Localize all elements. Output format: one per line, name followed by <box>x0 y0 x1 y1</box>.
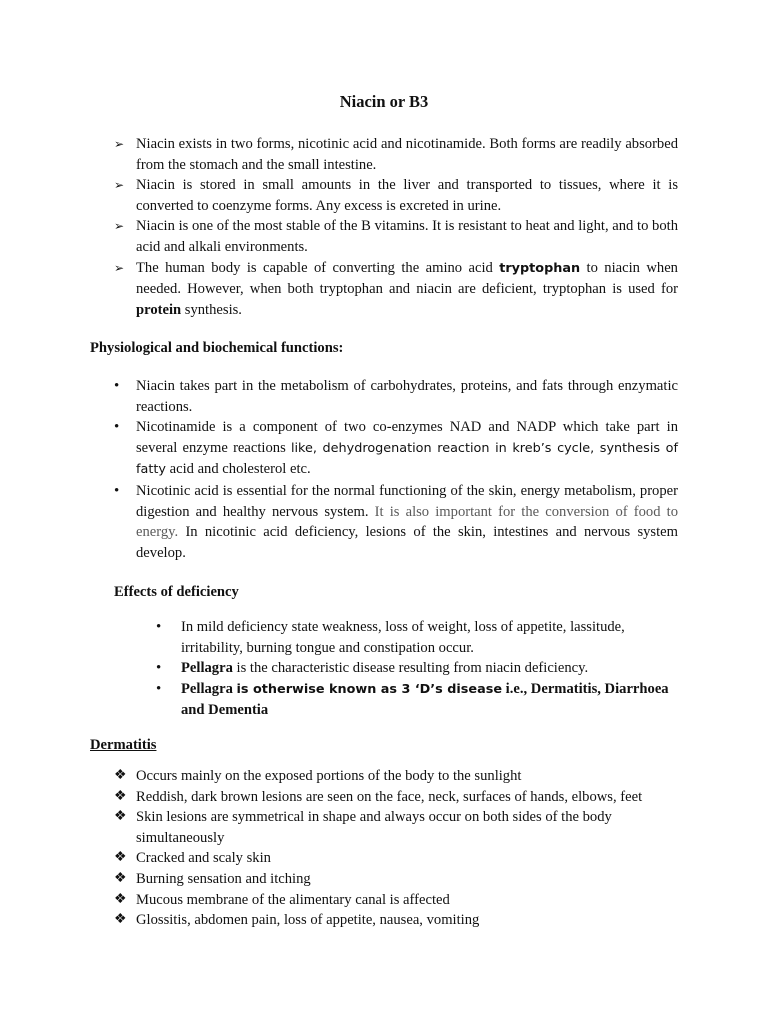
list-item <box>114 890 678 911</box>
item-text: Mucous membrane of the alimentary canal is affected <box>136 891 450 908</box>
list-item <box>114 848 678 869</box>
item-text: Reddish, dark brown lesions are seen on the face, neck, surfaces of hands, elbows, feet <box>136 788 643 805</box>
list-item <box>114 869 678 890</box>
list-item <box>114 766 678 787</box>
section-heading-functions: Physiological and biochemical functions: <box>90 340 344 356</box>
diamond-bullet-icon: ❖ <box>114 891 127 907</box>
arrow-bullet-icon: ➢ <box>114 178 125 193</box>
deficiency-list <box>156 617 678 721</box>
dermatitis-list <box>114 766 678 931</box>
section-heading-deficiency: Effects of deficiency <box>114 584 239 600</box>
list-item <box>114 787 678 808</box>
item-text: The human body is capable of converting the amino acid <box>136 259 500 276</box>
dot-bullet-icon: • <box>114 419 120 436</box>
item-text: Niacin takes part in the metabolism of carbohydrates, proteins, and fats through enzymatic reactions. <box>136 378 678 415</box>
bold-term: protein <box>136 301 182 318</box>
item-text: Niacin is one of the most stable of the B vitamins. It is resistant to heat and light, and to both acid and alkali environments. <box>136 218 678 255</box>
bold-term: is otherwise known as 3 ‘D’s disease <box>236 681 503 697</box>
item-text: In nicotinic acid deficiency, lesions of the skin, intestines and nervous system develop. <box>136 524 678 561</box>
list-item <box>114 417 678 481</box>
bold-term: Pellagra <box>181 660 233 677</box>
list-item <box>114 175 678 216</box>
diamond-bullet-icon: ❖ <box>114 768 127 783</box>
list-item <box>156 679 678 721</box>
item-text: like, dehydrogenation reaction in kreb’s cycle, synthesis of fatty <box>136 440 678 478</box>
list-item <box>156 617 678 658</box>
arrow-bullet-icon: ➢ <box>114 137 125 151</box>
item-text: is the characteristic disease resulting from niacin deficiency. <box>232 660 589 677</box>
item-text: It is also important for the conversion of food to energy. <box>136 503 678 541</box>
bold-term: Pellagra <box>181 680 237 697</box>
item-text: Glossitis, abdomen pain, loss of appetite, nausea, vomiting <box>136 912 480 929</box>
diamond-bullet-icon: ❖ <box>114 870 127 886</box>
intro-list <box>114 134 678 320</box>
item-text: to niacin when needed. However, when both tryptophan and niacin are deficient, tryptophan is used for <box>136 259 678 298</box>
item-text: Niacin exists in two forms, nicotinic acid and nicotinamide. Both forms are readily absorbed from the stomach and the small intestine. <box>136 136 678 173</box>
diamond-bullet-icon: ❖ <box>114 912 127 928</box>
list-item <box>114 134 678 175</box>
list-item <box>156 658 678 679</box>
page-title: Niacin or B3 <box>339 92 429 111</box>
dot-bullet-icon: • <box>156 680 162 697</box>
bold-term: tryptophan <box>499 260 581 276</box>
list-item <box>114 910 678 931</box>
item-text: acid and cholesterol etc. <box>165 461 311 478</box>
list-item <box>114 216 678 257</box>
arrow-bullet-icon: ➢ <box>114 219 125 234</box>
dot-bullet-icon: • <box>114 378 120 394</box>
list-item <box>114 258 678 321</box>
dot-bullet-icon: • <box>114 482 120 499</box>
item-text: Occurs mainly on the exposed portions of the body to the sunlight <box>136 768 522 784</box>
dot-bullet-icon: • <box>156 619 162 635</box>
item-text: Nicotinamide is a component of two co-enzymes NAD and NADP which take part in several enzyme reactions <box>136 419 678 456</box>
list-item <box>114 481 678 563</box>
diamond-bullet-icon: ❖ <box>114 788 127 804</box>
bold-term: i.e., Dermatitis, Diarrhoea and Dementia <box>181 680 669 719</box>
functions-list <box>114 376 678 563</box>
item-text: Cracked and scaly skin <box>136 850 271 867</box>
item-text: Burning sensation and itching <box>136 870 311 887</box>
item-text: Nicotinic acid is essential for the normal functioning of the skin, energy metabolism, proper digestion and healthy nervous system. <box>136 482 678 520</box>
diamond-bullet-icon: ❖ <box>114 850 127 866</box>
diamond-bullet-icon: ❖ <box>114 809 127 825</box>
item-text: In mild deficiency state weakness, loss of weight, loss of appetite, lassitude, irritability, burning tongue and constipation occur. <box>181 619 625 656</box>
item-text: synthesis. <box>181 301 242 318</box>
item-text: Skin lesions are symmetrical in shape and always occur on both sides of the body simultaneously <box>136 809 612 846</box>
item-text: Niacin is stored in small amounts in the liver and transported to tissues, where it is converted to coenzyme forms. Any excess is excreted in urine. <box>136 177 678 214</box>
section-heading-dermatitis: Dermatitis <box>90 737 157 753</box>
list-item <box>114 376 678 417</box>
list-item <box>114 807 678 848</box>
arrow-bullet-icon: ➢ <box>114 260 125 275</box>
dot-bullet-icon: • <box>156 660 162 677</box>
